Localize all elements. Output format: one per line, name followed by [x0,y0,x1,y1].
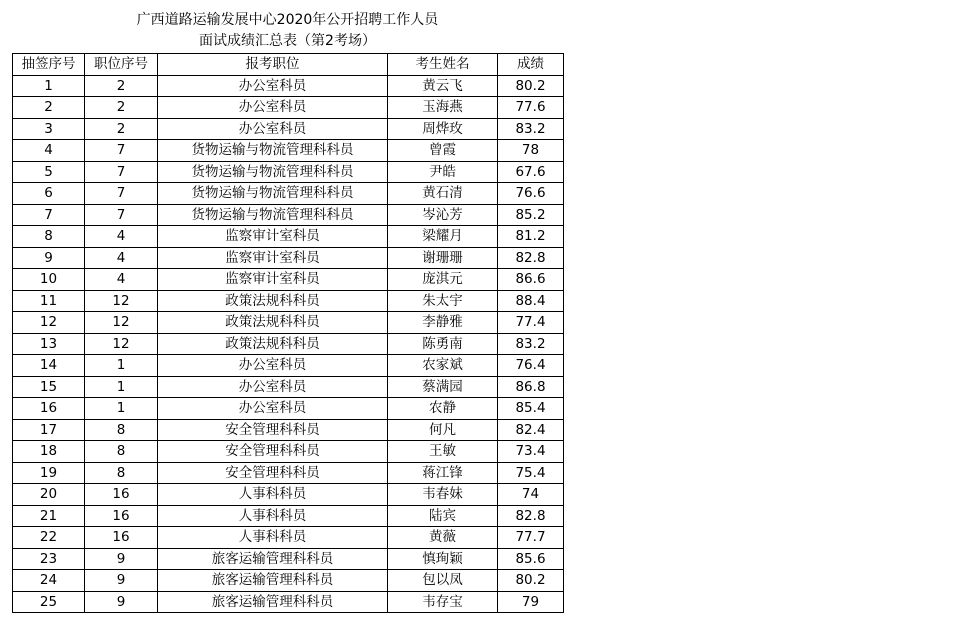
score-cell: 77.7 [498,527,564,549]
candidate-name-cell: 梁耀月 [388,226,498,248]
draw-number-cell: 21 [13,505,85,527]
position-cell: 人事科科员 [158,505,388,527]
table-row [13,527,564,549]
candidate-name-cell: 慎珣颖 [388,548,498,570]
table-row [13,441,564,463]
candidate-name-cell: 李静雅 [388,312,498,334]
score-cell: 86.8 [498,376,564,398]
score-cell: 79 [498,591,564,613]
header-score: 成绩 [498,54,564,76]
position-number-cell: 16 [85,484,158,506]
position-number-cell: 2 [85,118,158,140]
table-row [13,118,564,140]
position-cell: 办公室科员 [158,376,388,398]
score-cell: 76.4 [498,355,564,377]
table-row [13,312,564,334]
document-subtitle: 面试成绩汇总表（第2考场） [199,33,376,49]
score-cell: 67.6 [498,161,564,183]
score-cell: 77.6 [498,97,564,119]
draw-number-cell: 24 [13,570,85,592]
position-number-cell: 12 [85,333,158,355]
score-cell: 82.8 [498,247,564,269]
position-cell: 政策法规科科员 [158,312,388,334]
results-table [12,53,564,613]
header-position-number: 职位序号 [85,54,158,76]
header-draw-number: 抽签序号 [13,54,85,76]
table-row [13,97,564,119]
score-cell: 76.6 [498,183,564,205]
position-cell: 监察审计室科员 [158,226,388,248]
position-cell: 货物运输与物流管理科科员 [158,183,388,205]
draw-number-cell: 5 [13,161,85,183]
draw-number-cell: 3 [13,118,85,140]
draw-number-cell: 9 [13,247,85,269]
position-number-cell: 12 [85,312,158,334]
draw-number-cell: 2 [13,97,85,119]
candidate-name-cell: 玉海燕 [388,97,498,119]
position-number-cell: 4 [85,247,158,269]
position-number-cell: 8 [85,441,158,463]
table-row [13,75,564,97]
table-row [13,269,564,291]
table-row [13,548,564,570]
candidate-name-cell: 韦存宝 [388,591,498,613]
score-cell: 82.4 [498,419,564,441]
position-number-cell: 1 [85,398,158,420]
candidate-name-cell: 黄薇 [388,527,498,549]
position-cell: 货物运输与物流管理科科员 [158,161,388,183]
table-row [13,247,564,269]
position-cell: 旅客运输管理科科员 [158,591,388,613]
draw-number-cell: 6 [13,183,85,205]
position-number-cell: 4 [85,269,158,291]
draw-number-cell: 12 [13,312,85,334]
position-number-cell: 8 [85,419,158,441]
position-cell: 安全管理科科员 [158,462,388,484]
table-row [13,290,564,312]
candidate-name-cell: 蒋江锋 [388,462,498,484]
score-cell: 80.2 [498,570,564,592]
draw-number-cell: 10 [13,269,85,291]
candidate-name-cell: 黄石清 [388,183,498,205]
candidate-name-cell: 朱太宇 [388,290,498,312]
score-cell: 73.4 [498,441,564,463]
score-cell: 77.4 [498,312,564,334]
position-cell: 办公室科员 [158,75,388,97]
draw-number-cell: 14 [13,355,85,377]
candidate-name-cell: 何凡 [388,419,498,441]
position-number-cell: 16 [85,505,158,527]
position-cell: 监察审计室科员 [158,247,388,269]
candidate-name-cell: 尹皓 [388,161,498,183]
position-number-cell: 7 [85,204,158,226]
draw-number-cell: 11 [13,290,85,312]
table-row [13,591,564,613]
table-row [13,355,564,377]
position-cell: 人事科科员 [158,527,388,549]
position-number-cell: 9 [85,570,158,592]
candidate-name-cell: 黄云飞 [388,75,498,97]
draw-number-cell: 13 [13,333,85,355]
draw-number-cell: 25 [13,591,85,613]
position-number-cell: 1 [85,376,158,398]
table-row [13,204,564,226]
position-number-cell: 7 [85,161,158,183]
score-cell: 85.4 [498,398,564,420]
draw-number-cell: 19 [13,462,85,484]
position-number-cell: 16 [85,527,158,549]
draw-number-cell: 23 [13,548,85,570]
table-row [13,333,564,355]
table-row [13,462,564,484]
position-number-cell: 7 [85,140,158,162]
table-header-row [13,54,564,76]
position-cell: 办公室科员 [158,118,388,140]
candidate-name-cell: 周烨玫 [388,118,498,140]
score-cell: 74 [498,484,564,506]
table-row [13,140,564,162]
table-row [13,226,564,248]
draw-number-cell: 20 [13,484,85,506]
draw-number-cell: 22 [13,527,85,549]
position-cell: 货物运输与物流管理科科员 [158,140,388,162]
draw-number-cell: 1 [13,75,85,97]
position-number-cell: 8 [85,462,158,484]
position-cell: 监察审计室科员 [158,269,388,291]
position-cell: 办公室科员 [158,97,388,119]
candidate-name-cell: 陈勇南 [388,333,498,355]
header-candidate-name: 考生姓名 [388,54,498,76]
position-number-cell: 2 [85,97,158,119]
score-cell: 88.4 [498,290,564,312]
score-cell: 83.2 [498,333,564,355]
candidate-name-cell: 韦春妹 [388,484,498,506]
table-row [13,570,564,592]
table-row [13,183,564,205]
score-cell: 75.4 [498,462,564,484]
draw-number-cell: 16 [13,398,85,420]
position-number-cell: 4 [85,226,158,248]
table-body [13,75,564,613]
table-row [13,484,564,506]
position-number-cell: 7 [85,183,158,205]
score-cell: 86.6 [498,269,564,291]
score-cell: 85.2 [498,204,564,226]
candidate-name-cell: 蔡满园 [388,376,498,398]
candidate-name-cell: 曾霞 [388,140,498,162]
position-cell: 货物运输与物流管理科科员 [158,204,388,226]
position-cell: 安全管理科科员 [158,441,388,463]
position-cell: 旅客运输管理科科员 [158,548,388,570]
position-cell: 办公室科员 [158,355,388,377]
table-row [13,161,564,183]
score-cell: 85.6 [498,548,564,570]
header-position: 报考职位 [158,54,388,76]
score-cell: 78 [498,140,564,162]
candidate-name-cell: 包以凤 [388,570,498,592]
position-number-cell: 1 [85,355,158,377]
position-cell: 办公室科员 [158,398,388,420]
candidate-name-cell: 陆宾 [388,505,498,527]
position-number-cell: 9 [85,548,158,570]
candidate-name-cell: 谢珊珊 [388,247,498,269]
score-cell: 83.2 [498,118,564,140]
candidate-name-cell: 岑沁芳 [388,204,498,226]
candidate-name-cell: 王敏 [388,441,498,463]
table-row [13,376,564,398]
candidate-name-cell: 庞淇元 [388,269,498,291]
table-row [13,398,564,420]
position-cell: 安全管理科科员 [158,419,388,441]
draw-number-cell: 7 [13,204,85,226]
table-row [13,419,564,441]
draw-number-cell: 17 [13,419,85,441]
candidate-name-cell: 农家斌 [388,355,498,377]
score-cell: 80.2 [498,75,564,97]
score-cell: 82.8 [498,505,564,527]
draw-number-cell: 18 [13,441,85,463]
draw-number-cell: 4 [13,140,85,162]
position-cell: 人事科科员 [158,484,388,506]
candidate-name-cell: 农静 [388,398,498,420]
document-title: 广西道路运输发展中心2020年公开招聘工作人员 [136,12,439,28]
position-cell: 旅客运输管理科科员 [158,570,388,592]
position-number-cell: 12 [85,290,158,312]
score-cell: 81.2 [498,226,564,248]
table-row [13,505,564,527]
draw-number-cell: 15 [13,376,85,398]
position-number-cell: 2 [85,75,158,97]
draw-number-cell: 8 [13,226,85,248]
position-cell: 政策法规科科员 [158,333,388,355]
position-cell: 政策法规科科员 [158,290,388,312]
position-number-cell: 9 [85,591,158,613]
